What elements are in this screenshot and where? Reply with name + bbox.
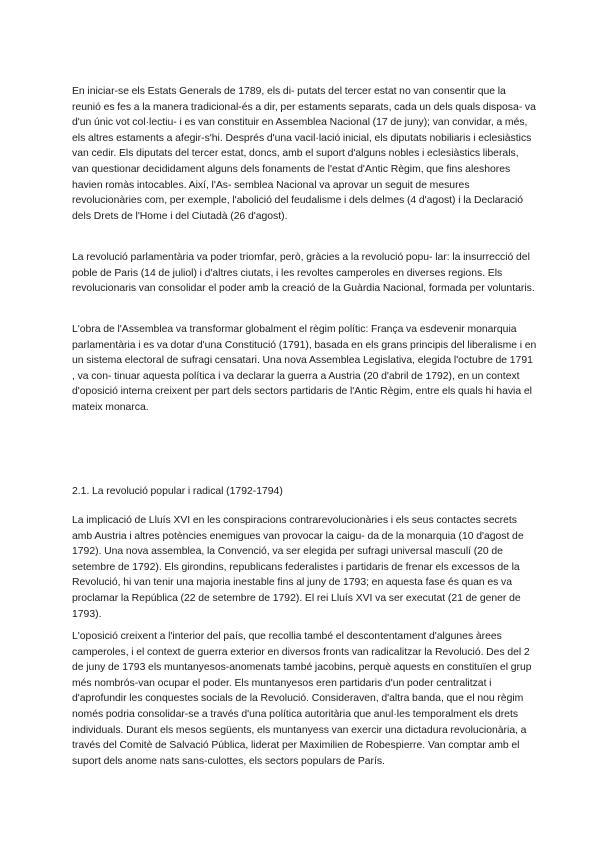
paragraph-implicacio-lluis-xvi: La implicació de Lluís XVI en les conspiracions contrarevolucionàries i els seus contactes secrets amb Austria i altres potències enemigues van provocar la caigu- da de la monarquia (10 d'agost de 1792). Una nova assemblea, la Convenció, va ser elegida per sufragi universal masculí (20 de setembre de 1792). Els girondins, republicans federalistes i partidaris de frenar els excessos de la Revolució, hi van tenir una majoria inestable fins al juny de 1793; en aquesta fase és quan es va proclamar la República (22 de setembre de 1792). El rei Lluís XVI va ser executat (21 de gener de 1793). <box>72 515 524 620</box>
paragraph-estats-generals: En iniciar-se els Estats Generals de 1789, els di- putats del tercer estat no van consentir que la reunió es fes a la manera tradicional-és a dir, per estaments separats, cada un dels quals disposa- va d'un únic vot col·lectiu- i es van constituir en Assemblea Nacional (17 de juny); van convidar, a més, els altres estaments a afegir-s'hi. Després d'una vacil·lació inicial, els diputats nobiliaris i eclesiàstics van cedir. Els diputats del tercer estat, doncs, amb el suport d'alguns nobles i eclesiàstics liberals, van questionar decididament alguns dels fonaments de l'estat d'Antic Règim, que fins aleshores havien romàs intocables. Així, l'As- semblea Nacional va aprovar un seguit de mesures revolucionàries com, per exemple, l'abolició del feudalisme i dels delmes (4 d'agost) i la Declaració dels Drets de l'Home i del Ciutadà (26 d'agost). <box>72 86 536 222</box>
paragraph-revolucio-parlamentaria: La revolució parlamentària va poder triomfar, però, gràcies a la revolució popu- lar: la insurrecció del poble de Paris (14 de juliol) i d'altres ciutats, i les revoltes camperoles en diverses regions. Els revolucionaris van consolidar el poder amb la creació de la Guàrdia Nacional, formada per voluntaris. <box>72 252 535 295</box>
paragraph-obra-assemblea: L'obra de l'Assemblea va transformar globalment el règim polític: França va esdevenir monarquia parlamentària i es va dotar d'una Constitució (1791), basada en els grans principis del liberalisme i en un sistema electoral de sufragi censatari. Una nova Assemblea Legislativa, elegida l'octubre de 1791 , va con- tinuar aquesta política i va declarar la guerra a Austria (20 d'abril de 1792), en un context d'oposició interna creixent per part dels sectors partidaris de l'Antic Règim, entre els quals hi havia el mateix monarca. <box>72 324 537 413</box>
paragraph-oposicio-creixent: L'oposició creixent a l'interior del país, que recollia també el descontentament d'algunes àrees camperoles, i el context de guerra exterior en diversos fronts van radicalitzar la Revolució. Des del 2 de juny de 1793 els muntanyesos-anomenats també jacobins, perquè aquests en constituïen el grup més nombrós-van ocupar el poder. Els muntanyesos eren partidaris d'un poder centralitzat i d'aprofundir les conquestes socials de la Revolució. Consideraven, d'altra banda, que el nou règim només podria consolidar-se a través d'una política autoritària que anul·les temporalment els drets individuals. Durant els mesos següents, els muntanyess van exercir una dictadura revolucionària, a través del Comitè de Salvació Pública, liderat per Maximilien de Robespierre. Van comptar amb el suport dels anome nats sans-culottes, els sectors populars de París. <box>72 631 532 767</box>
section-heading: 2.1. La revolució popular i radical (1792-1794) <box>72 486 283 497</box>
